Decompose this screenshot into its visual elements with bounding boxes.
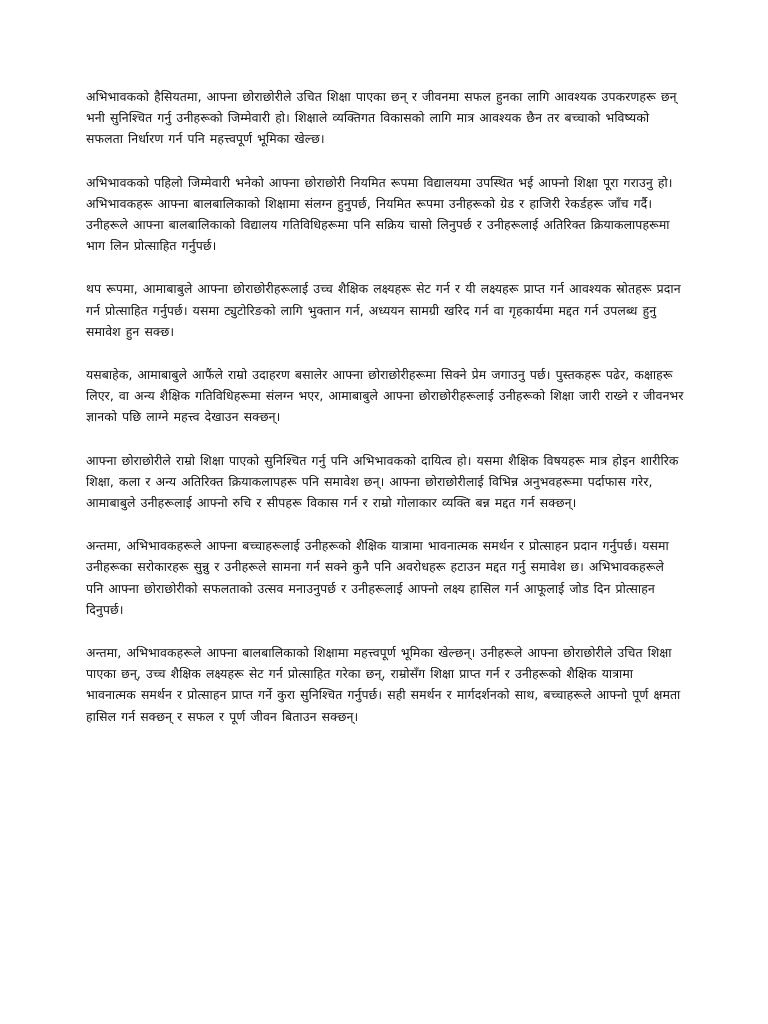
paragraph-1: अभिभावकको हैसियतमा, आफ्ना छोराछोरीले उचित शिक्षा पाएका छन् र जीवनमा सफल हुनका लागि आवश्यक उपकरणहरू छन् भनी सुनिश्चित गर्नु उनीहरूको जिम्मेवारी हो। शिक्षाले व्यक्तिगत विकासको लागि मात्र आवश्यक छैन तर बच्चाको भविष्यको सफलता निर्धारण गर्न पनि महत्त्वपूर्ण भूमिका खेल्छ। [86, 89, 677, 147]
paragraph-2: अभिभावकको पहिलो जिम्मेवारी भनेको आफ्ना छोराछोरी नियमित रूपमा विद्यालयमा उपस्थित भई आफ्नो शिक्षा पूरा गराउनु हो। अभिभावकहरू आफ्ना बालबालिकाको शिक्षामा संलग्न हुनुपर्छ, नियमित रूपमा उनीहरूको ग्रेड र हाजिरी रेकर्डहरू जाँच गर्दै। उनीहरूले आफ्ना बालबालिकाको विद्यालय गतिविधिहरूमा पनि सक्रिय चासो लिनुपर्छ र उनीहरूलाई अतिरिक्त क्रियाकलापहरूमा भाग लिन प्रोत्साहित गर्नुपर्छ। [86, 174, 673, 254]
paragraph-3: थप रूपमा, आमाबाबुले आफ्ना छोराछोरीहरूलाई उच्च शैक्षिक लक्ष्यहरू सेट गर्न र यी लक्ष्यहरू प्राप्त गर्न आवश्यक स्रोतहरू प्रदान गर्न प्रोत्साहित गर्नुपर्छ। यसमा ट्युटोरिङको लागि भुक्तान गर्न, अध्ययन सामग्री खरिद गर्न वा गृहकार्यमा मद्दत गर्न उपलब्ध हुनु समावेश हुन सक्छ। [86, 281, 681, 339]
document-body [86, 86, 684, 749]
paragraph-4: यसबाहेक, आमाबाबुले आफैंले राम्रो उदाहरण बसालेर आफ्ना छोराछोरीहरूमा सिक्ने प्रेम जगाउनु पर्छ। पुस्तकहरू पढेर, कक्षाहरू लिएर, वा अन्य शैक्षिक गतिविधिहरूमा संलग्न भएर, आमाबाबुले आफ्ना छोराछोरीहरूलाई उनीहरूको शिक्षा जारी राख्ने र जीवनभर ज्ञानको पछि लाग्ने महत्त्व देखाउन सक्छन्। [86, 367, 684, 425]
paragraph-6: अन्तमा, अभिभावकहरूले आफ्ना बच्चाहरूलाई उनीहरूको शैक्षिक यात्रामा भावनात्मक समर्थन र प्रोत्साहन प्रदान गर्नुपर्छ। यसमा उनीहरूका सरोकारहरू सुन्नु र उनीहरूले सामना गर्न सक्ने कुनै पनि अवरोधहरू हटाउन मद्दत गर्नु समावेश छ। अभिभावकहरूले पनि आफ्ना छोराछोरीको सफलताको उत्सव मनाउनुपर्छ र उनीहरूलाई आफ्नो लक्ष्य हासिल गर्न आफूलाई जोड दिन प्रोत्साहन दिनुपर्छ। [86, 538, 669, 617]
paragraph-5: आफ्ना छोराछोरीले राम्रो शिक्षा पाएको सुनिश्चित गर्नु पनि अभिभावकको दायित्व हो। यसमा शैक्षिक विषयहरू मात्र होइन शारीरिक शिक्षा, कला र अन्य अतिरिक्त क्रियाकलापहरू पनि समावेश छन्। आफ्ना छोराछोरीलाई विभिन्न अनुभवहरूमा पर्दाफास गरेर, आमाबाबुले उनीहरूलाई आफ्नो रुचि र सीपहरू विकास गर्न र राम्रो गोलाकार व्यक्ति बन्न मद्दत गर्न सक्छन्। [86, 452, 679, 511]
paragraph-7: अन्तमा, अभिभावकहरूले आफ्ना बालबालिकाको शिक्षामा महत्त्वपूर्ण भूमिका खेल्छन्। उनीहरूले आफ्ना छोराछोरीले उचित शिक्षा पाएका छन्, उच्च शैक्षिक लक्ष्यहरू सेट गर्न प्रोत्साहित गरेका छन्, राम्रोसँग शिक्षा प्राप्त गर्न र उनीहरूको शैक्षिक यात्रामा भावनात्मक समर्थन र प्रोत्साहन प्राप्त गर्ने कुरा सुनिश्चित गर्नुपर्छ। सही समर्थन र मार्गदर्शनको साथ, बच्चाहरूले आफ्नो पूर्ण क्षमता हासिल गर्न सक्छन् र सफल र पूर्ण जीवन बिताउन सक्छन्। [86, 645, 681, 724]
